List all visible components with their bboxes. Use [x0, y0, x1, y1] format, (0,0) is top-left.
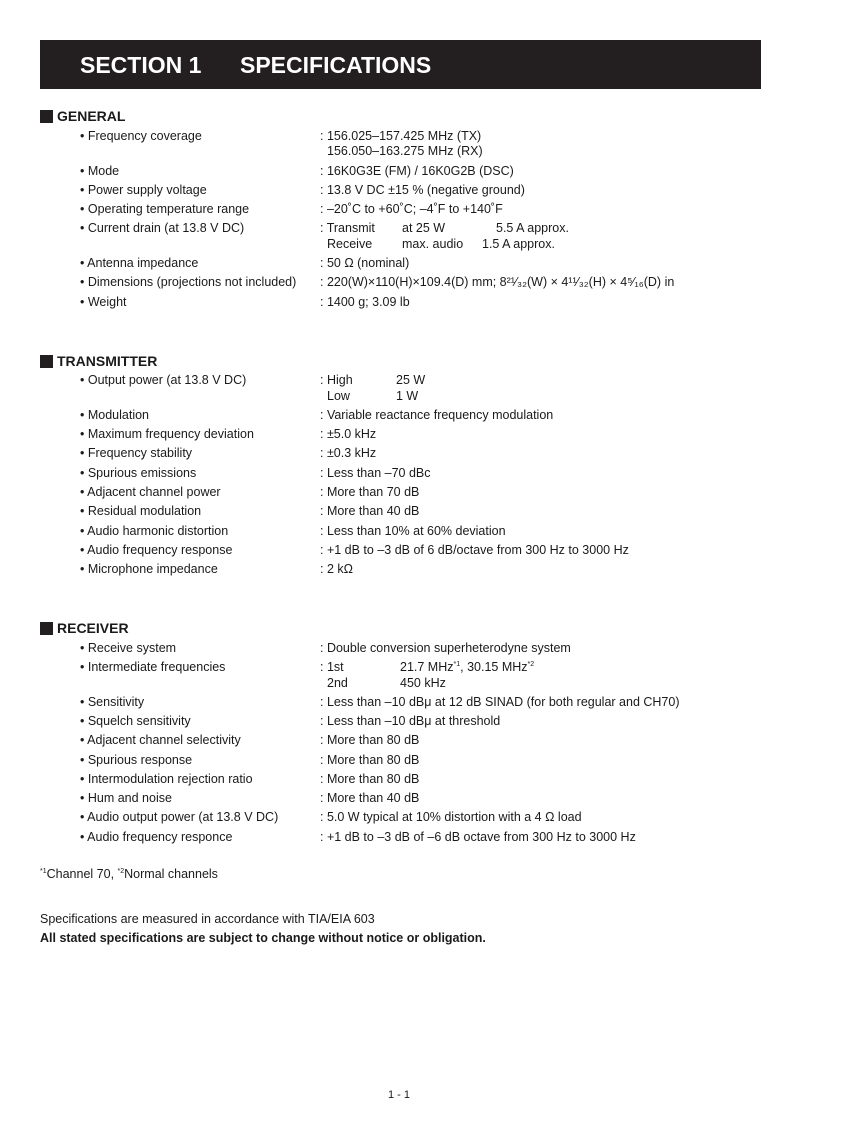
spec-row	[80, 445, 780, 461]
spec-subvalue: max. audio	[402, 237, 464, 251]
spec-value: : 220(W)×110(H)×109.4(D) mm; 8²¹⁄₃₂(W) × 4¹¹⁄₃₂(H) × 4⁵⁄₁₆(D) in	[320, 275, 675, 289]
spec-subvalue: at 25 W	[402, 221, 446, 235]
spec-label: • Power supply voltage	[80, 183, 207, 197]
spec-row	[80, 790, 780, 806]
spec-value: : Less than 10% at 60% deviation	[320, 524, 506, 538]
spec-row	[80, 809, 780, 825]
spec-row	[80, 255, 780, 271]
spec-label: • Current drain (at 13.8 V DC)	[80, 221, 245, 235]
spec-subvalue: 5.5 A approx.	[496, 221, 569, 235]
spec-label: • Spurious response	[80, 753, 193, 767]
spec-label: • Frequency coverage	[80, 129, 202, 143]
spec-value: : Transmit	[320, 221, 375, 235]
spec-row	[80, 294, 780, 310]
if-first-alt-value: , 30.15 MHz	[460, 660, 528, 674]
spec-row	[80, 484, 780, 500]
section-title: SPECIFICATIONS	[240, 52, 432, 78]
general-heading-text: GENERAL	[57, 108, 126, 124]
spec-subvalue	[400, 659, 534, 675]
spec-row	[80, 426, 780, 442]
spec-label: • Intermediate frequencies	[80, 660, 226, 674]
spec-label: • Adjacent channel power	[80, 485, 221, 499]
spec-label: • Dimensions (projections not included)	[80, 275, 297, 289]
footnote-marker: *2	[117, 867, 125, 875]
spec-value: : Double conversion superheterodyne system	[320, 641, 571, 655]
spec-value: : Less than –70 dBc	[320, 466, 431, 480]
spec-value: : High	[320, 373, 353, 387]
spec-subvalue: 2nd	[327, 676, 348, 690]
spec-label: • Squelch sensitivity	[80, 714, 191, 728]
spec-value: : More than 40 dB	[320, 504, 420, 518]
spec-label: • Audio harmonic distortion	[80, 524, 229, 538]
spec-value: : More than 80 dB	[320, 753, 420, 767]
if-first-value: 21.7 MHz	[400, 660, 454, 674]
spec-row	[80, 694, 780, 710]
spec-label: • Weight	[80, 295, 127, 309]
spec-row	[80, 503, 780, 519]
receiver-heading-text: RECEIVER	[57, 620, 129, 636]
spec-label: • Intermodulation rejection ratio	[80, 772, 253, 786]
spec-label: • Operating temperature range	[80, 202, 250, 216]
spec-row	[80, 274, 780, 290]
spec-row	[80, 732, 780, 748]
spec-value: : 5.0 W typical at 10% distortion with a 4 Ω load	[320, 810, 582, 824]
spec-row	[80, 163, 780, 179]
spec-row	[80, 640, 780, 656]
spec-row	[80, 713, 780, 729]
square-bullet-icon	[40, 622, 53, 635]
spec-subvalue: 25 W	[396, 373, 426, 387]
spec-value: : ±5.0 kHz	[320, 427, 377, 441]
spec-row	[80, 561, 780, 577]
spec-row	[80, 407, 780, 423]
spec-value: : –20˚C to +60˚C; –4˚F to +140˚F	[320, 202, 503, 216]
spec-label: • Audio output power (at 13.8 V DC)	[80, 810, 279, 824]
spec-label: • Output power (at 13.8 V DC)	[80, 373, 247, 387]
page-number: 1 - 1	[388, 1089, 411, 1101]
spec-label: • Residual modulation	[80, 504, 202, 518]
transmitter-heading	[40, 353, 157, 369]
spec-value: : Less than –10 dBμ at threshold	[320, 714, 501, 728]
spec-value: : +1 dB to –3 dB of 6 dB/octave from 300 Hz to 3000 Hz	[320, 543, 629, 557]
section-banner	[40, 40, 761, 89]
spec-label: • Antenna impedance	[80, 256, 199, 270]
spec-value: : 50 Ω (nominal)	[320, 256, 410, 270]
spec-label: • Receive system	[80, 641, 177, 655]
footnote	[40, 867, 218, 881]
spec-value: : 1st	[320, 660, 344, 674]
transmitter-heading-text: TRANSMITTER	[57, 353, 158, 369]
footnote-marker: *1	[453, 660, 461, 668]
spec-label: • Audio frequency responce	[80, 830, 233, 844]
spec-label: • Modulation	[80, 408, 150, 422]
spec-value: : 16K0G3E (FM) / 16K0G2B (DSC)	[320, 164, 514, 178]
spec-value: : ±0.3 kHz	[320, 446, 377, 460]
spec-value-continued: 156.050–163.275 MHz (RX)	[327, 144, 483, 158]
spec-row	[80, 829, 780, 845]
measurement-note: Specifications are measured in accordance with TIA/EIA 603	[40, 912, 375, 926]
spec-value: : More than 70 dB	[320, 485, 420, 499]
footnote-marker: *1	[40, 867, 47, 875]
square-bullet-icon	[40, 110, 53, 123]
spec-value: : More than 80 dB	[320, 733, 420, 747]
spec-row	[80, 542, 780, 558]
spec-row	[80, 771, 780, 787]
spec-value: : Less than –10 dBμ at 12 dB SINAD (for both regular and CH70)	[320, 695, 680, 709]
spec-label: • Mode	[80, 164, 120, 178]
spec-label: • Frequency stability	[80, 446, 193, 460]
spec-value: : +1 dB to –3 dB of –6 dB octave from 300 Hz to 3000 Hz	[320, 830, 636, 844]
spec-row	[80, 465, 780, 481]
spec-row	[80, 372, 780, 388]
spec-label: • Sensitivity	[80, 695, 145, 709]
spec-row	[80, 523, 780, 539]
spec-subvalue: Receive	[327, 237, 373, 251]
spec-subvalue: 1 W	[396, 389, 419, 403]
footnote-text: Channel 70,	[46, 867, 118, 881]
square-bullet-icon	[40, 355, 53, 368]
spec-subvalue: 1.5 A approx.	[482, 237, 555, 251]
spec-value: : 1400 g; 3.09 lb	[320, 295, 410, 309]
spec-value: : 156.025–157.425 MHz (TX)	[320, 129, 482, 143]
spec-label: • Microphone impedance	[80, 562, 218, 576]
spec-value: : 2 kΩ	[320, 562, 353, 576]
spec-subvalue: Low	[327, 389, 350, 403]
spec-row	[80, 752, 780, 768]
spec-value: : Variable reactance frequency modulation	[320, 408, 554, 422]
footnote-text: Normal channels	[124, 867, 218, 881]
spec-value: : 13.8 V DC ±15 % (negative ground)	[320, 183, 525, 197]
receiver-heading	[40, 620, 129, 636]
spec-value: : More than 80 dB	[320, 772, 420, 786]
spec-label: • Hum and noise	[80, 791, 172, 805]
spec-label: • Spurious emissions	[80, 466, 197, 480]
spec-subvalue: 450 kHz	[400, 676, 446, 690]
section-number: SECTION 1	[80, 52, 202, 78]
spec-row	[80, 182, 780, 198]
spec-row	[80, 201, 780, 217]
spec-label: • Maximum frequency deviation	[80, 427, 254, 441]
spec-label: • Audio frequency response	[80, 543, 233, 557]
spec-row	[80, 128, 780, 144]
spec-value: : More than 40 dB	[320, 791, 420, 805]
footnote-marker: *2	[527, 660, 535, 668]
spec-label: • Adjacent channel selectivity	[80, 733, 241, 747]
disclaimer-note: All stated specifications are subject to change without notice or obligation.	[40, 931, 486, 945]
general-heading	[40, 108, 125, 124]
